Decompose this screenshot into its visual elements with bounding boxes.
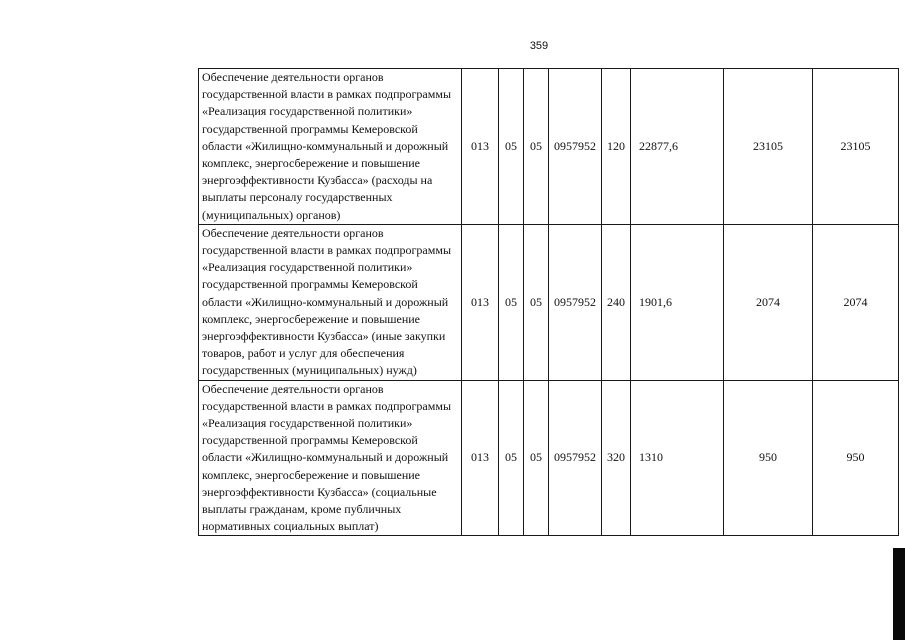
amount-year-3: 950 [813, 380, 899, 536]
amount-year-2: 23105 [724, 69, 813, 225]
table-row [199, 224, 899, 380]
subsection-code: 05 [524, 380, 549, 536]
row-description: Обеспечение деятельности органов государственной власти в рамках подпрограммы «Реализация государственной политики» государственной программы Кемеровской области «Жилищно-коммунальный и дорожный комплекс, энергосбережение и повышение энергоэффективности Кузбасса» (иные закупки товаров, работ и услуг для обеспечения государственных (муниципальных) нужд) [199, 224, 462, 380]
section-code: 05 [499, 380, 524, 536]
budget-table [198, 68, 899, 536]
target-article-code: 0957952 [549, 224, 602, 380]
target-article-code: 0957952 [549, 69, 602, 225]
amount-year-1: 1310 [631, 380, 724, 536]
scan-edge-mark [893, 548, 905, 640]
expense-type-code: 240 [602, 224, 631, 380]
amount-year-1: 1901,6 [631, 224, 724, 380]
table-row [199, 380, 899, 536]
table-row [199, 69, 899, 225]
amount-year-3: 2074 [813, 224, 899, 380]
subsection-code: 05 [524, 69, 549, 225]
amount-year-3: 23105 [813, 69, 899, 225]
section-code: 05 [499, 224, 524, 380]
amount-year-2: 950 [724, 380, 813, 536]
ministry-code: 013 [462, 224, 499, 380]
ministry-code: 013 [462, 69, 499, 225]
row-description: Обеспечение деятельности органов государственной власти в рамках подпрограммы «Реализация государственной политики» государственной программы Кемеровской области «Жилищно-коммунальный и дорожный комплекс, энергосбережение и повышение энергоэффективности Кузбасса» (расходы на выплаты персоналу государственных (муниципальных) органов) [199, 69, 462, 225]
amount-year-2: 2074 [724, 224, 813, 380]
expense-type-code: 320 [602, 380, 631, 536]
section-code: 05 [499, 69, 524, 225]
amount-year-1: 22877,6 [631, 69, 724, 225]
row-description: Обеспечение деятельности органов государственной власти в рамках подпрограммы «Реализация государственной политики» государственной программы Кемеровской области «Жилищно-коммунальный и дорожный комплекс, энергосбережение и повышение энергоэффективности Кузбасса» (социальные выплаты гражданам, кроме публичных нормативных социальных выплат) [199, 380, 462, 536]
subsection-code: 05 [524, 224, 549, 380]
expense-type-code: 120 [602, 69, 631, 225]
target-article-code: 0957952 [549, 380, 602, 536]
page-number: 359 [529, 40, 549, 52]
ministry-code: 013 [462, 380, 499, 536]
